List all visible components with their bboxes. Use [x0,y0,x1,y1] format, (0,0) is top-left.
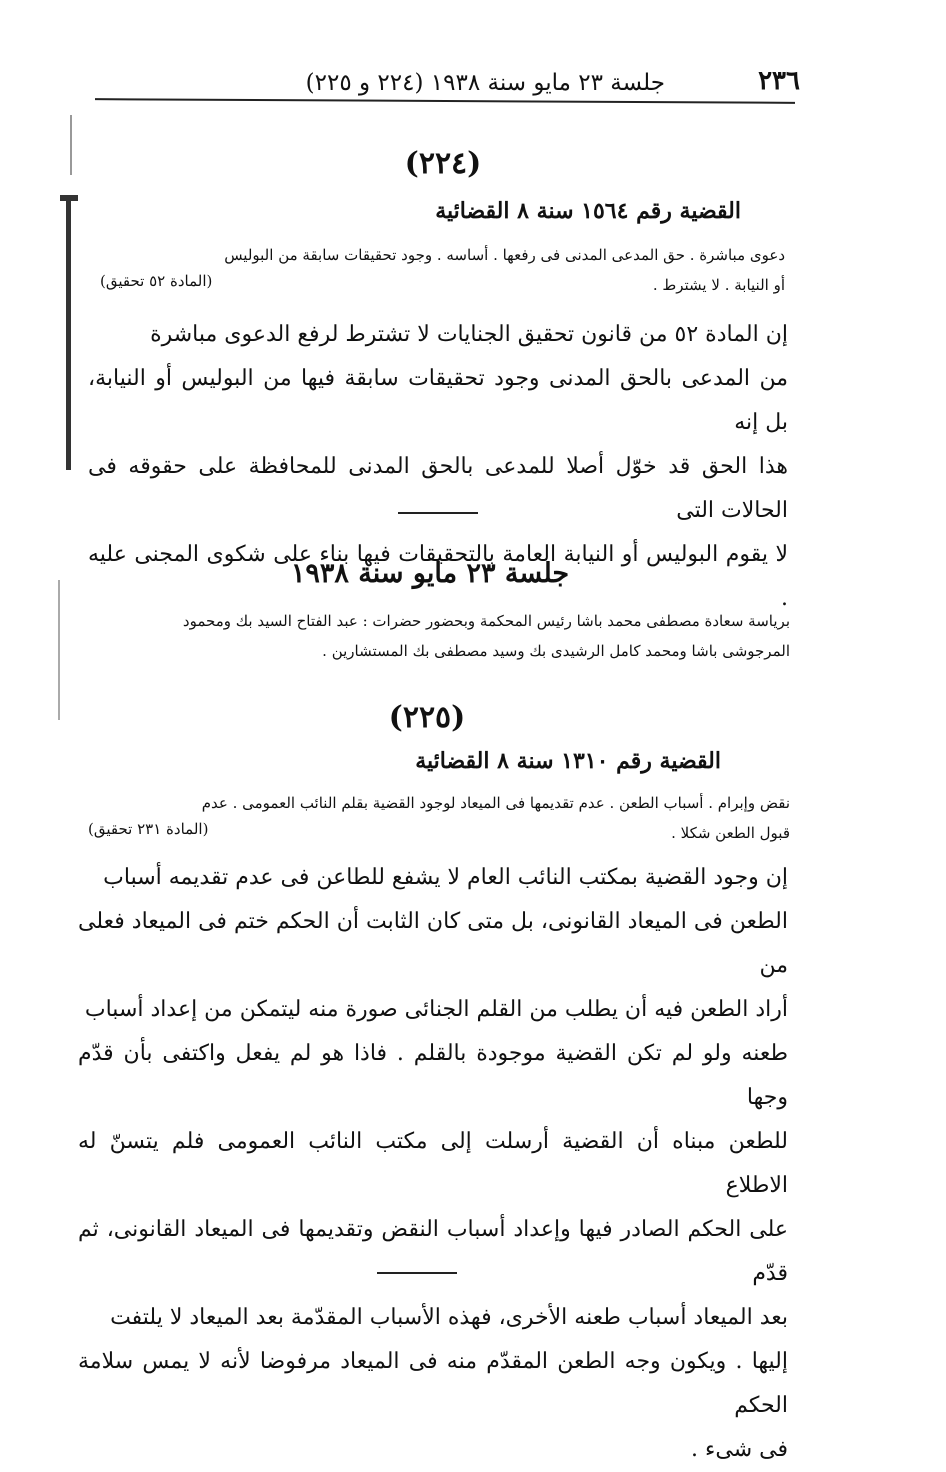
case-summary [95,240,785,300]
summary-line: دعوى مباشرة . حق المدعى المدنى فى رفعها . أساسه . وجود تحقيقات سابقة من البوليس [224,246,785,264]
paragraph-line: بعد الميعاد أسباب طعنه الأخرى، فهذه الأسباب المقدّمة بعد الميعاد لا يلتفت [110,1305,788,1330]
paragraph-line: إليها . ويكون وجه الطعن المقدّم منه فى الميعاد مرفوضا لأنه لا يمس سلامة الحكم [78,1349,788,1418]
section-separator [398,512,478,514]
case-line: القضية رقم ١٥٦٤ سنة ٨ القضائية [435,198,741,224]
presidency-line: برياسة سعادة مصطفى محمد باشا رئيس المحكمة وبحضور حضرات : عبد الفتاح السيد بك ومحمود [182,612,790,630]
paragraph-line: من المدعى بالحق المدنى وجود تحقيقات سابقة فيها من البوليس أو النيابة، بل إنه [88,366,788,435]
paragraph-line: لا يقوم البوليس أو النيابة العامة بالتحقيقات فيها بناء على شكوى المجنى عليه . [88,542,788,611]
presidency [80,606,790,666]
paragraph-line: للطعن مبناه أن القضية أرسلت إلى مكتب النائب العمومى فلم يتسنّ له الاطلاع [78,1129,788,1198]
margin-mark [70,115,72,175]
paragraph-line: على الحكم الصادر فيها وإعداد أسباب النقض وتقديمها فى الميعاد القانونى، ثم قدّم [78,1217,788,1286]
article-reference: (المادة ٢٣١ تحقيق) [88,820,209,838]
case-summary [80,788,790,848]
paragraph-line: فى شىء . [691,1437,788,1462]
article-reference: (المادة ٥٢ تحقيق) [100,272,213,290]
case-line: القضية رقم ١٣١٠ سنة ٨ القضائية [415,748,721,774]
case-number: (٢٢٤) [404,146,482,181]
case-paragraph [78,856,788,1472]
page-number: ٢٣٦ [758,66,800,96]
paragraph-line: أراد الطعن فيه أن يطلب من القلم الجنائى صورة منه ليتمكن من إعداد أسباب [84,997,788,1022]
section-separator [377,1272,457,1274]
paragraph-line: طعنه ولو لم تكن القضية موجودة بالقلم . فاذا هو لم يفعل واكتفى بأن قدّم وجها [78,1041,788,1110]
case-number: (٢٢٥) [388,700,466,735]
margin-mark [66,200,71,470]
summary-line: نقض وإبرام . أسباب الطعن . عدم تقديمها فى الميعاد لوجود القضية بقلم النائب العمومى . عدم [201,794,790,812]
paragraph-line: هذا الحق قد خوّل أصلا للمدعى بالحق المدنى للمحافظة على حقوقه فى الحالات التى [88,454,788,523]
presidency-line: المرجوشى باشا ومحمد كامل الرشيدى بك وسيد مصطفى بك المستشارين . [322,642,790,660]
session-title: جلسة ٢٣ مايو سنة ١٩٣٨ [290,558,570,589]
paragraph-line: إن المادة ٥٢ من قانون تحقيق الجنايات لا تشترط لرفع الدعوى مباشرة [150,322,788,347]
paragraph-line: إن وجود القضية بمكتب النائب العام لا يشفع للطاعن فى عدم تقديمه أسباب [103,865,788,890]
margin-mark [60,195,78,201]
paragraph-line: الطعن فى الميعاد القانونى، بل متى كان الثابت أن الحكم ختم فى الميعاد فعلى من [78,909,788,978]
margin-mark [58,580,60,720]
running-title: جلسة ٢٣ مايو سنة ١٩٣٨ (٢٢٤ و ٢٢٥) [305,70,665,96]
summary-line: أو النيابة . لا يشترط . [652,276,785,294]
summary-line: قبول الطعن شكلا . [671,824,790,842]
